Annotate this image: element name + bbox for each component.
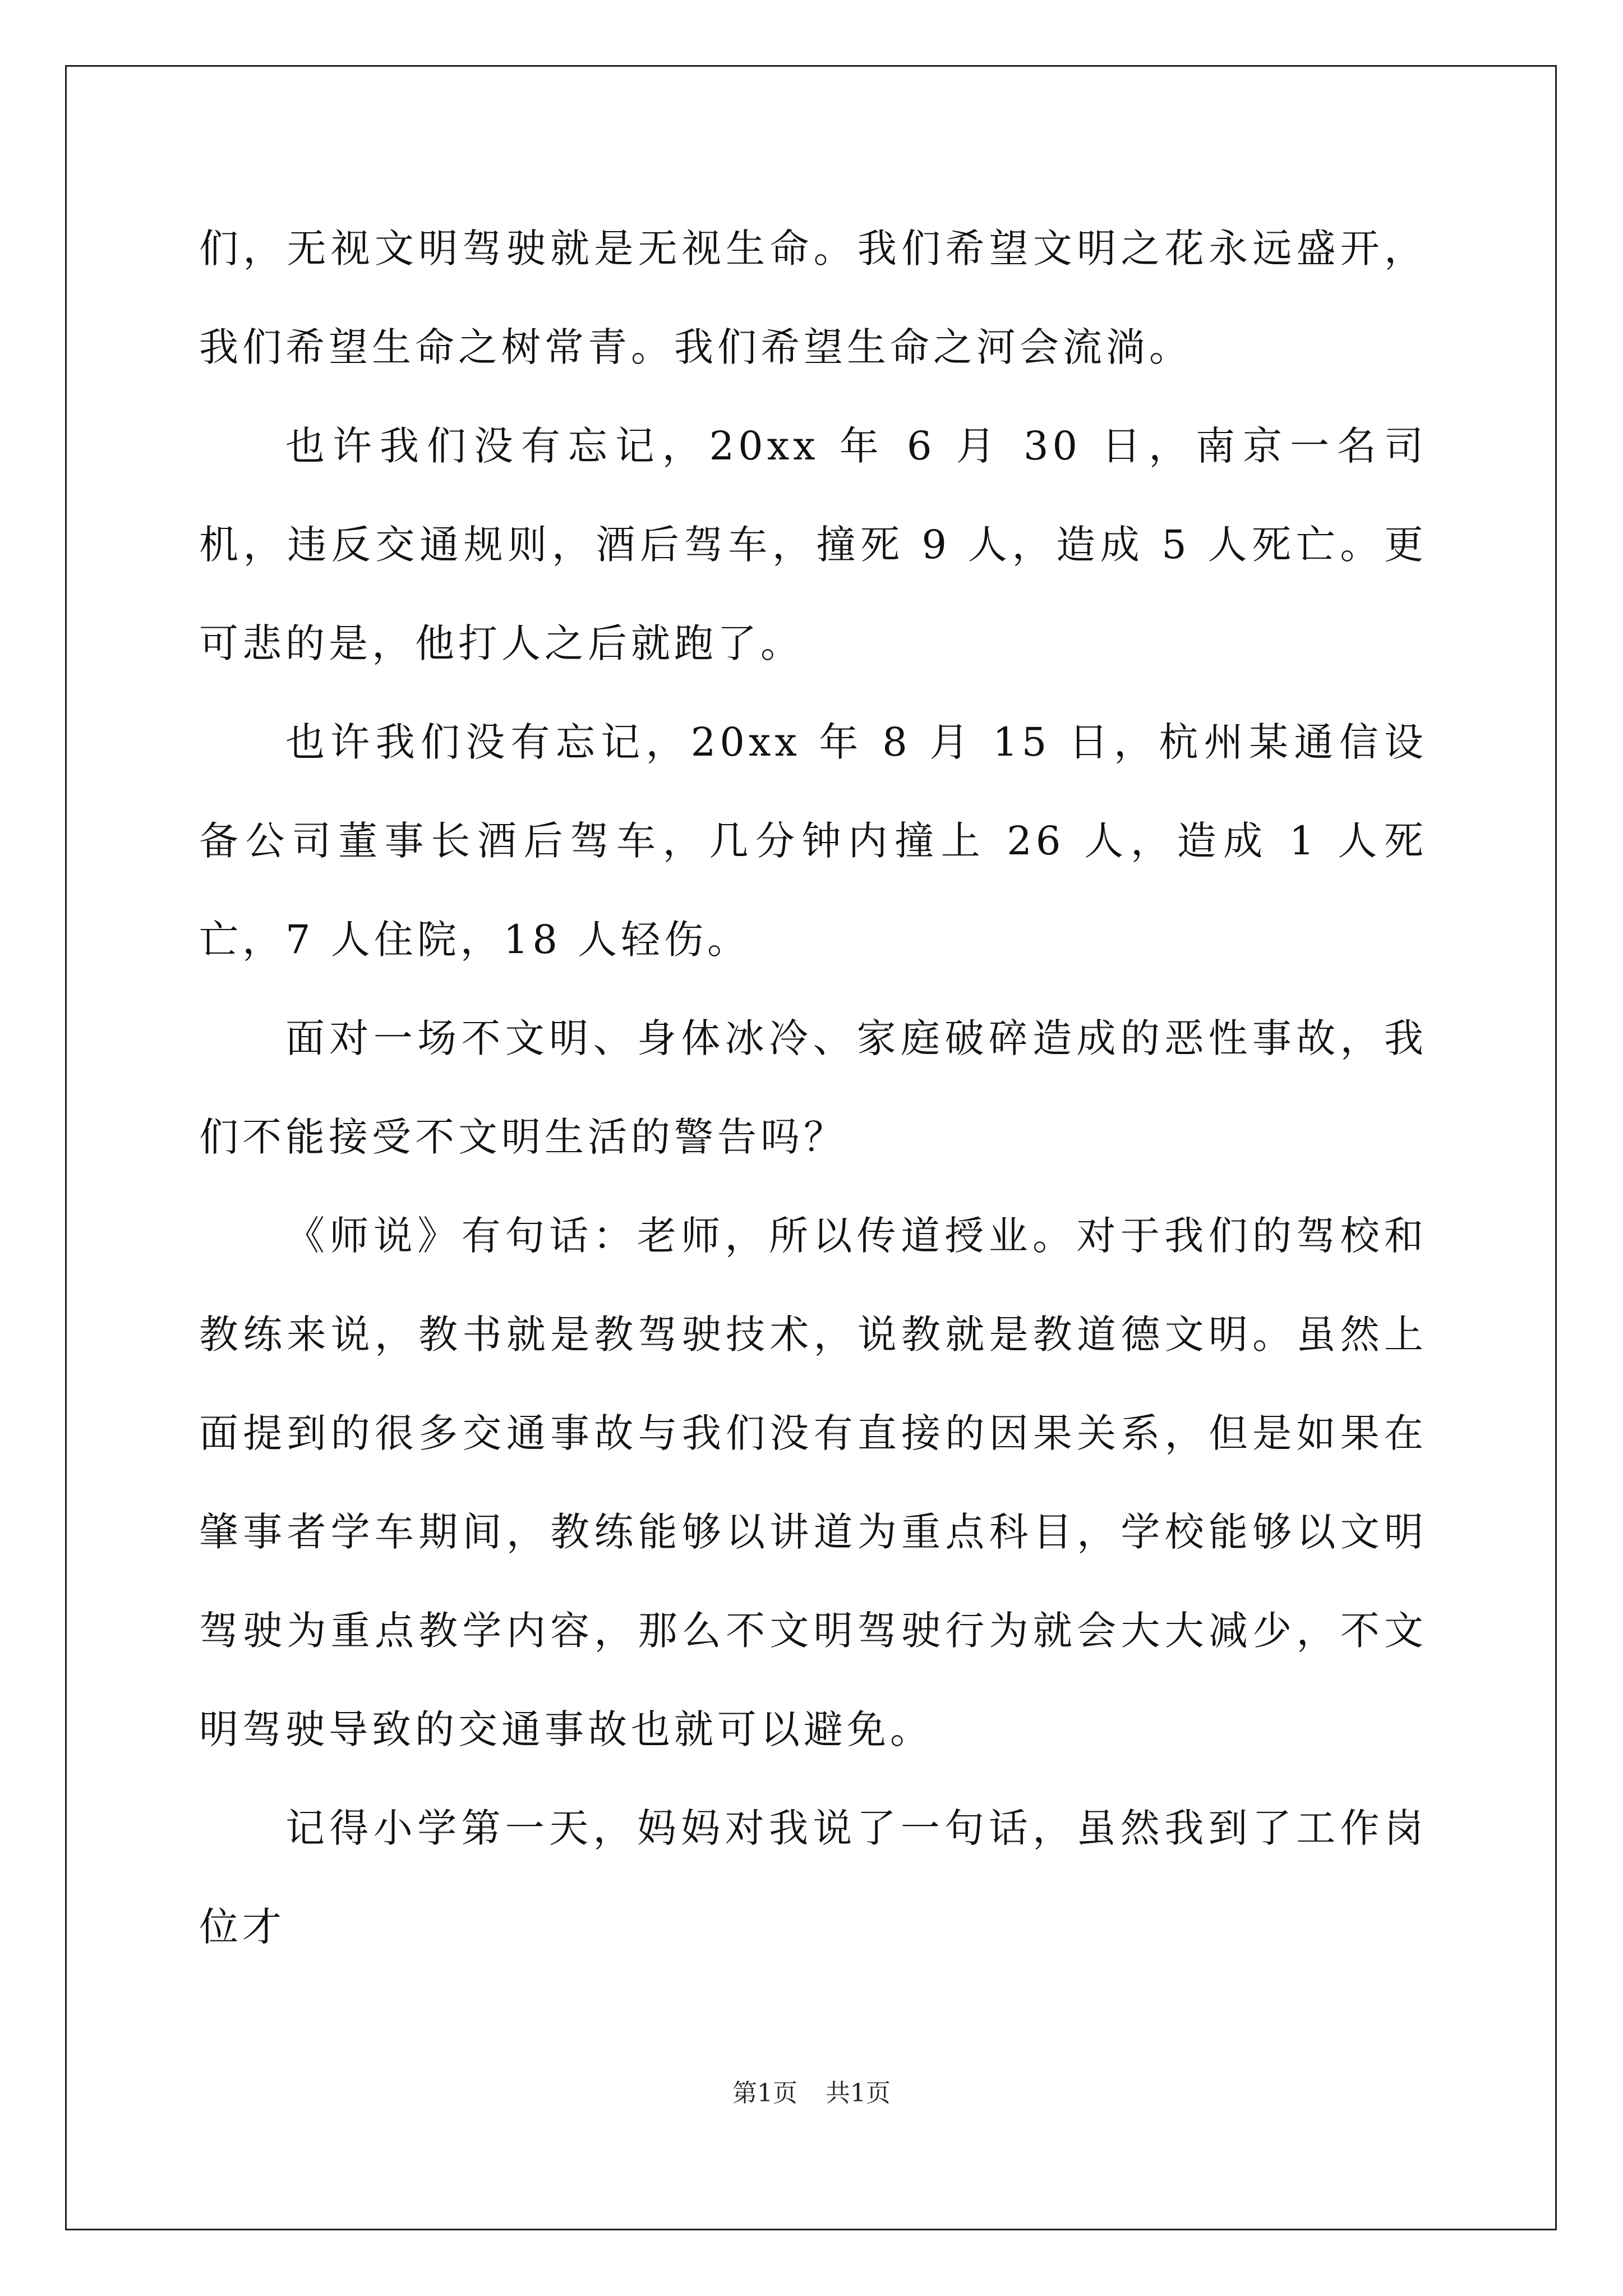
page-footer <box>0 2073 1623 2109</box>
paragraph-3: 也许我们没有忘记，20xx 年 8 月 15 日，杭州某通信设备公司董事长酒后驾车，几分钟内撞上 26 人，造成 1 人死亡，7 人住院，18 人轻伤。 <box>199 719 1427 963</box>
paragraph-4: 面对一场不文明、身体冰冷、家庭破碎造成的恶性事故，我们不能接受不文明生活的警告吗？ <box>199 1015 1427 1160</box>
page-number: 第1页 <box>732 2079 797 2108</box>
paragraph-2: 也许我们没有忘记，20xx 年 6 月 30 日，南京一名司机，违反交通规则，酒后驾车，撞死 9 人，造成 5 人死亡。更可悲的是，他打人之后就跑了。 <box>199 423 1427 666</box>
page-total: 共1页 <box>826 2079 891 2108</box>
paragraph-1: 们，无视文明驾驶就是无视生命。我们希望文明之花永远盛开，我们希望生命之树常青。我们希望生命之河会流淌。 <box>199 226 1427 370</box>
paragraph-5: 《师说》有句话：老师，所以传道授业。对于我们的驾校和教练来说，教书就是教驾驶技术，说教就是教道德文明。虽然上面提到的很多交通事故与我们没有直接的因果关系，但是如果在肇事者学车期间，教练能够以讲道为重点科目，学校能够以文明驾驶为重点教学内容，那么不文明驾驶行为就会大大减少，不文明驾驶导致的交通事故也就可以避免。 <box>199 1213 1427 1752</box>
document-body <box>199 199 1427 1976</box>
paragraph-6: 记得小学第一天，妈妈对我说了一句话，虽然我到了工作岗位才 <box>199 1805 1427 1950</box>
